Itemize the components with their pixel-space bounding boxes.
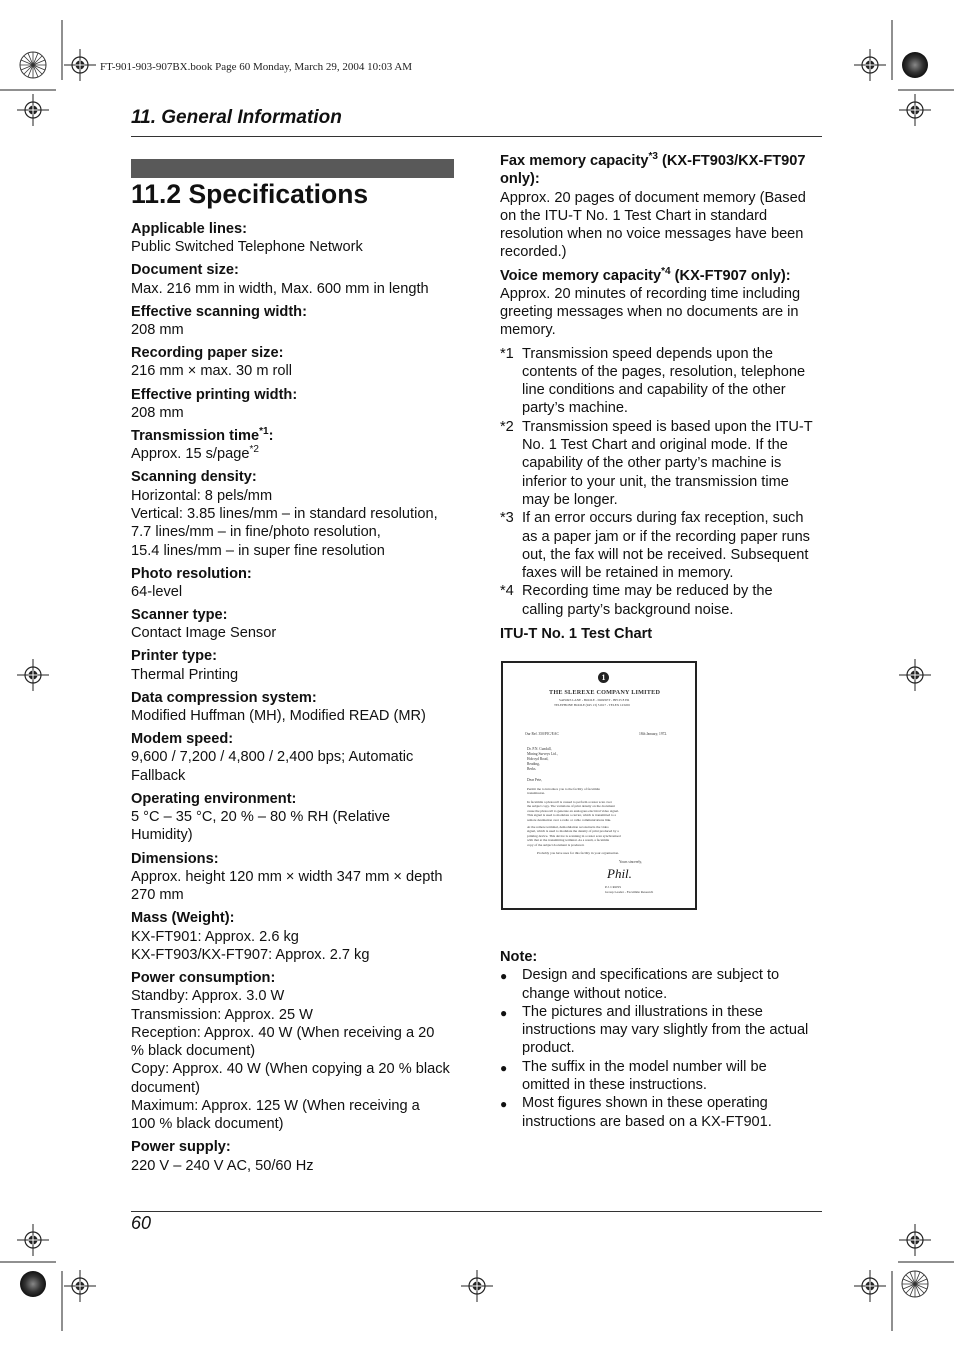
crosshair-mark [64,1270,96,1302]
bullet-line: The pictures and illustrations in these [522,1003,763,1020]
crosshair-mark [17,94,49,126]
note-bullet [500,1058,822,1095]
spec-value: recorded.) [500,244,567,261]
bullet-icon: ● [500,1097,508,1112]
spec-label: Mass (Weight): [131,910,235,927]
crosshair-mark [899,1224,931,1256]
spec-modem-speed [131,730,461,785]
page-number: 60 [131,1213,152,1233]
chart-text-line: transmission. [527,791,545,796]
spec-applicable-lines [131,220,461,257]
chart-text-line: Holroyd Road, [527,757,549,761]
spec-value: Contact Image Sensor [131,625,277,642]
crosshair-mark [64,49,96,81]
crosshair-mark [899,659,931,691]
specs-left-column [131,220,461,1180]
spec-value: resolution when no voice messages have been [500,226,804,243]
footer-rule [131,1211,822,1212]
crosshair-mark [854,49,886,81]
bullet-icon: ● [500,1060,508,1075]
footnote-mark: *2 [500,418,514,435]
spec-label: Scanner type: [131,607,228,624]
spec-label: Operating environment: [131,790,297,807]
footnote-ref: *4 [661,265,671,277]
spec-value: Modified Huffman (MH), Modified READ (MR) [131,708,426,725]
footnote-line: as a paper jam or if the recording paper runs [522,528,810,545]
spec-fax-memory [500,152,822,262]
chart-signer [605,885,653,894]
spec-value: Horizontal: 8 pels/mm [131,487,273,504]
spec-recording-paper [131,344,461,381]
crosshair-mark [17,1224,49,1256]
note-title: Note: [500,949,538,965]
spec-value: 216 mm × max. 30 m roll [131,363,292,380]
chart-text-line: Group Leader - Facsimile Research [605,889,654,894]
footnote-ref: *3 [648,151,658,163]
spec-scanning-width [131,303,461,340]
spec-value: Standby: Approx. 3.0 W [131,988,285,1005]
spec-label: Photo resolution: [131,565,252,582]
spec-label: Dimensions: [131,850,219,867]
crosshair-mark [17,659,49,691]
test-chart-label: ITU-T No. 1 Test Chart [500,626,653,643]
registration-dot-top-right [902,52,928,78]
chart-signature: Phil. [607,866,632,881]
spec-value [131,445,461,463]
crosshair-mark [854,1270,886,1302]
bullet-line: Most figures shown in these operating [522,1095,768,1112]
spec-value: Vertical: 3.85 lines/mm – in standard resolution, [131,505,438,522]
bullet-line: instructions may vary slightly from the actual [522,1022,809,1039]
spec-label: Printer type: [131,648,217,665]
spec-scanner-type [131,606,461,643]
footnote-line: If an error occurs during fax reception, such [522,510,804,527]
spec-label-text: Voice memory capacity [500,267,662,284]
header-rule [131,136,822,137]
chart-text-line: This signal is used to modulate a carrier, which is transmitted to a [527,813,617,818]
spec-label: Data compression system: [131,689,317,706]
spec-value: KX-FT903/KX-FT907: Approx. 2.7 kg [131,946,370,963]
spec-value: 208 mm [131,404,184,421]
spec-label [500,267,822,285]
spec-operating-environment [131,790,461,845]
spec-scanning-density [131,468,461,559]
chart-text-line: the subject copy. The variations of print density on the document [527,804,615,809]
spec-label: Modem speed: [131,731,234,748]
chart-text-line: P.J. CROSS [605,885,622,889]
footnote-line: party’s machine. [522,400,628,417]
chart-text-line: remote destination over a radio or cable communications link. [527,817,612,822]
bullet-text [522,1058,822,1095]
spec-value: % black document) [131,1043,256,1060]
bullet-line: change without notice. [522,985,668,1002]
spec-label: Effective printing width: [131,386,298,403]
spec-value: 208 mm [131,322,184,339]
spec-value: memory. [500,322,556,339]
section-heading: 11. General Information [131,107,342,128]
footnote-text [522,582,822,619]
footnote-3 [500,509,822,582]
spec-value: Transmission: Approx. 25 W [131,1006,313,1023]
chart-text-line: Dr. P.N. Cundall, [527,747,552,751]
spec-label: Power consumption: [131,969,276,986]
spec-value: on the ITU-T No. 1 Test Chart in standard [500,207,768,224]
chart-text-line: Permit me to introduce you to the facility of facsimile [527,787,600,791]
spec-label: Scanning density: [131,469,257,486]
spec-voice-memory [500,267,822,340]
spec-value-text: Approx. 15 s/page [131,446,250,463]
footnote-text [522,345,822,418]
spec-value: Copy: Approx. 40 W (When copying a 20 % black [131,1061,450,1078]
bullet-line: The suffix in the model number will be [522,1058,767,1075]
book-print-info: FT-901-903-907BX.book Page 60 Monday, March 29, 2004 10:03 AM [100,61,413,73]
footnote-line: inferior to your unit, the transmission time [522,473,789,490]
spec-dimensions [131,850,461,905]
spec-label-text: Fax memory capacity [500,153,649,169]
chart-text-line: printing device. This device is scanning in a raster scan synchronised [527,833,621,838]
footnote-mark: *4 [500,583,514,600]
chart-number-badge: 1 [598,672,609,683]
spec-data-compression [131,689,461,726]
note-bullet [500,1094,822,1131]
footnote-mark: *3 [500,510,514,527]
spec-label [131,427,461,445]
spec-value: Reception: Approx. 40 W (When receiving a 20 [131,1024,435,1041]
spec-label-text: Transmission time [131,427,260,444]
spec-label-suffix: (KX-FT903/KX-FT907 [657,153,806,169]
chart-salutation: Dear Pete, [527,778,542,782]
itu-test-chart-image [501,661,697,910]
note-bullet [500,1003,822,1058]
registration-rosette-top-left [20,52,46,78]
spec-value: 64-level [131,583,183,600]
spec-label: Document size: [131,262,239,279]
spec-value: greeting messages when no documents are in [500,304,799,321]
chart-text-line: signal, which is used to modulate the density of print produced by a [527,829,619,834]
spec-value: Thermal Printing [131,666,239,683]
footnote-text [522,418,822,509]
chart-paragraph [527,800,619,822]
chart-paragraph [527,825,621,847]
footnote-line: Recording time may be reduced by the [522,583,773,600]
spec-value: Approx. height 120 mm × width 347 mm × depth [131,868,443,885]
footnote-mark: *1 [500,345,514,362]
spec-label-colon: : [268,427,274,444]
footnote-1 [500,345,822,418]
chart-company: THE SLEREXE COMPANY LIMITED [549,689,661,696]
spec-label: Recording paper size: [131,345,284,362]
note-section [500,948,822,1131]
spec-value: 270 mm [131,887,184,904]
spec-value: 5 °C – 35 °C, 20 % – 80 % RH (Relative [131,809,391,826]
chart-text-line: At the remote terminal, demodulation reconstructs the video [527,825,609,829]
bullet-line: product. [522,1040,575,1057]
spec-value: 220 V – 240 V AC, 50/60 Hz [131,1157,314,1174]
note-bullet [500,966,822,1003]
spec-mass [131,909,461,964]
spec-value: document) [131,1079,200,1096]
footnote-ref: *1 [259,426,269,438]
spec-label: Effective scanning width: [131,303,307,320]
footnote-text [522,509,822,582]
chart-text-line: In facsimile a photocell is caused to perform a raster scan over [527,800,612,804]
chart-text-line: copy of the subject document is produced. [527,842,585,847]
footnote-line: line conditions and capability of the other [522,382,786,399]
crosshair-mark [461,1270,493,1302]
footnote-line: capability of the other party’s machine is [522,455,782,472]
registration-rosette-bottom-right [902,1271,928,1297]
spec-value: 9,600 / 7,200 / 4,800 / 2,400 bps; Automatic [131,749,414,766]
spec-label: Power supply: [131,1139,231,1156]
footnote-line: calling party’s background noise. [522,601,734,618]
bullet-line: omitted in these instructions. [522,1077,707,1094]
chart-paragraph: Probably you have uses for this facility in your organisation. [537,851,620,855]
chart-date: 18th January, 1972. [639,732,668,736]
spec-power-consumption [131,969,461,1134]
chart-text-line: Berks. [527,767,537,771]
chart-closing: Yours sincerely, [619,860,642,864]
spec-document-size [131,261,461,298]
chart-text-line: Reading, [527,762,540,766]
bullet-icon: ● [500,1005,508,1020]
spec-label: Applicable lines: [131,221,247,237]
spec-value: Approx. 20 pages of document memory (Based [500,189,806,206]
chart-recipient [527,747,558,772]
title-bar [131,159,454,178]
footnotes [500,345,822,619]
spec-transmission-time [131,427,461,464]
bullet-text [522,1094,822,1131]
chart-text-line: cause the photocell to generate an analogous electrical video signal. [527,808,619,813]
footnote-line: Transmission speed is based upon the ITU-T [522,418,813,435]
registration-dot-bottom-left [20,1271,46,1297]
bullet-text [522,966,822,1003]
bullet-line: Design and specifications are subject to [522,967,780,984]
spec-power-supply [131,1138,461,1175]
chart-paragraph [527,787,600,796]
spec-value: Max. 216 mm in width, Max. 600 mm in length [131,280,429,297]
spec-value: 7.7 lines/mm – in fine/photo resolution, [131,524,381,541]
footnote-line: may be longer. [522,491,618,508]
bullet-text [522,1003,822,1058]
chart-text-line: Mining Surveys Ltd., [527,752,558,756]
spec-label-suffix: (KX-FT907 only): [670,267,791,284]
crosshair-mark [899,94,931,126]
chart-text-line: with that at the transmitting terminal. As a result, a facsimile [527,838,610,843]
specs-right-column [500,152,822,643]
spec-label-cont: only): [500,171,540,188]
spec-value: Fallback [131,767,186,784]
spec-printer-type [131,647,461,684]
spec-value: Approx. 20 minutes of recording time including [500,285,801,302]
footnote-line: contents of the pages, resolution, telephone [522,363,806,380]
spec-value: KX-FT901: Approx. 2.6 kg [131,928,299,945]
footnote-ref: *2 [249,444,259,456]
footnote-line: Transmission speed depends upon the [522,345,773,362]
bullet-line: instructions are based on a KX-FT901. [522,1113,772,1130]
spec-value: Maximum: Approx. 125 W (When receiving a [131,1098,420,1115]
spec-value: Humidity) [131,827,193,844]
chart-address: SAPORS LANE - BOOLE - DORSET - BH 25 8 ER [559,698,630,702]
footnote-2 [500,418,822,509]
spec-value: Public Switched Telephone Network [131,239,363,256]
chart-ref: Our Ref. 350/PJC/EAC [525,732,559,736]
spec-printing-width [131,386,461,423]
page-title: 11.2 Specifications [131,179,369,209]
spec-photo-resolution [131,565,461,602]
bullet-icon: ● [500,969,508,984]
footnote-line: faxes will be retained in memory. [522,565,734,582]
spec-value: 15.4 lines/mm – in super fine resolution [131,542,385,559]
footnote-line: out, the fax will not be received. Subsequent [522,546,809,563]
footnote-4 [500,582,822,619]
footnote-line: No. 1 Test Chart and original mode. If the [522,437,788,454]
chart-telephone: TELEPHONE BOOLE (945 13) 51617 - TELEX 123456 [554,703,630,707]
spec-label [500,152,822,170]
spec-value: 100 % black document) [131,1116,284,1133]
